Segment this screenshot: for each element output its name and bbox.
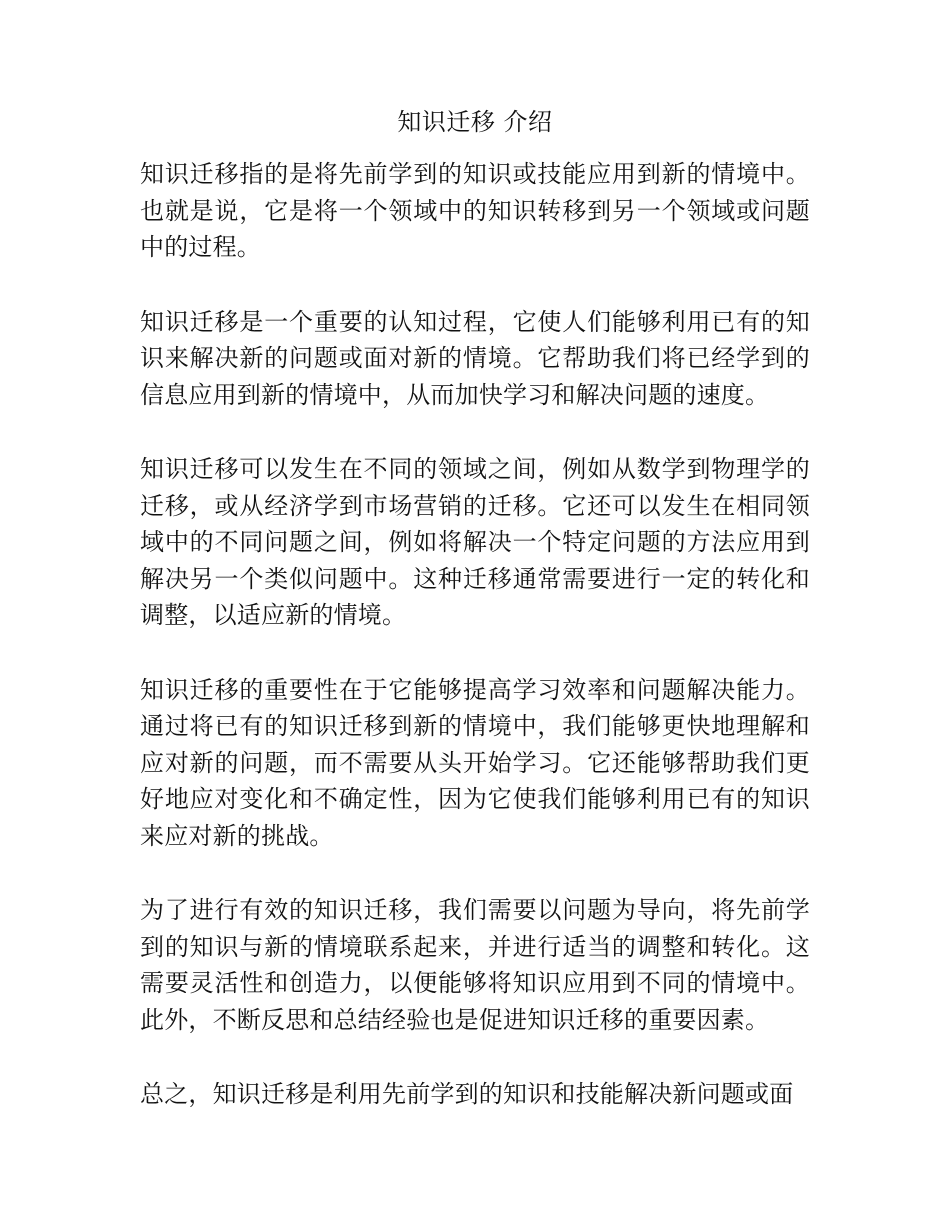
paragraph-4: 知识迁移的重要性在于它能够提高学习效率和问题解决能力。通过将已有的知识迁移到新的情境中，我们能够更快地理解和应对新的问题，而不需要从头开始学习。它还能够帮助我们更好地应对变化和不确定性，因为它使我们能够利用已有的知识来应对新的挑战。	[140, 675, 810, 850]
paragraph-1: 知识迁移指的是将先前学到的知识或技能应用到新的情境中。也就是说，它是将一个领域中的知识转移到另一个领域或问题中的过程。	[140, 160, 810, 261]
paragraph-6: 总之，知识迁移是利用先前学到的知识和技能解决新问题或面	[140, 1080, 794, 1108]
paragraph-5: 为了进行有效的知识迁移，我们需要以问题为导向，将先前学到的知识与新的情境联系起来，并进行适当的调整和转化。这需要灵活性和创造力，以便能够将知识应用到不同的情境中。此外，不断反思和总结经验也是促进知识迁移的重要因素。	[140, 896, 810, 1034]
document-title: 知识迁移 介绍	[397, 108, 553, 136]
paragraph-2: 知识迁移是一个重要的认知过程，它使人们能够利用已有的知识来解决新的问题或面对新的情境。它帮助我们将已经学到的信息应用到新的情境中，从而加快学习和解决问题的速度。	[140, 307, 810, 409]
paragraph-3: 知识迁移可以发生在不同的领域之间，例如从数学到物理学的迁移，或从经济学到市场营销的迁移。它还可以发生在相同领域中的不同问题之间，例如将解决一个特定问题的方法应用到解决另一个类似问题中。这种迁移通常需要进行一定的转化和调整，以适应新的情境。	[140, 455, 810, 629]
document-body	[140, 156, 810, 1151]
